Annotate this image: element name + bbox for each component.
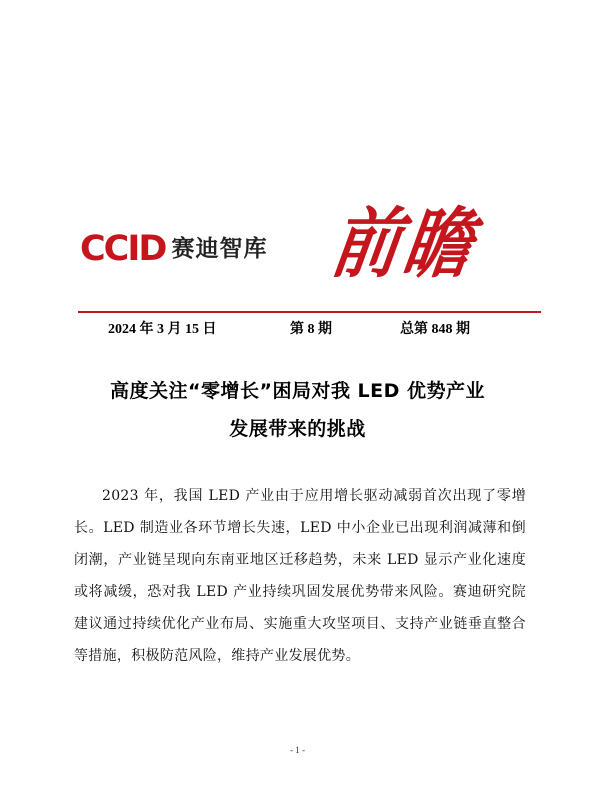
- issue-total-number: 总第 848 期: [400, 322, 470, 337]
- article-summary-paragraph: 2023 年，我国 LED 产业由于应用增长驱动减弱首次出现了零增长。LED 制造业各环节增长失速，LED 中小企业已出现利润减薄和倒闭潮，产业链呈现向东南亚地区迁移趋势，未来 LED 显示产业化速度或将减缓，恐对我 LED 产业持续巩固发展优势带来风险。赛迪研究院建议通过持续优化产业布局、实施重大攻坚项目、支持产业链垂直整合等措施，积极防范风险，维持产业发展优势。: [74, 488, 526, 664]
- issue-number: 第 8 期: [290, 322, 332, 337]
- article-title-line-2: 发展带来的挑战: [229, 418, 366, 440]
- issue-date: 2024 年 3 月 15 日: [108, 322, 217, 337]
- page-number: - 1 -: [290, 745, 305, 755]
- ccid-brand-chinese: 赛迪智库: [171, 235, 268, 262]
- publication-title-char-1: 前: [325, 199, 407, 289]
- publication-title-logo: [325, 196, 479, 292]
- publication-title-char-2: 瞻: [397, 199, 479, 289]
- ccid-logo: [80, 227, 267, 271]
- ccid-brand-latin: CCID: [80, 228, 166, 269]
- header-divider: [78, 311, 541, 313]
- article-title-line-1: 高度关注“零增长”困局对我 LED 优势产业: [109, 380, 486, 402]
